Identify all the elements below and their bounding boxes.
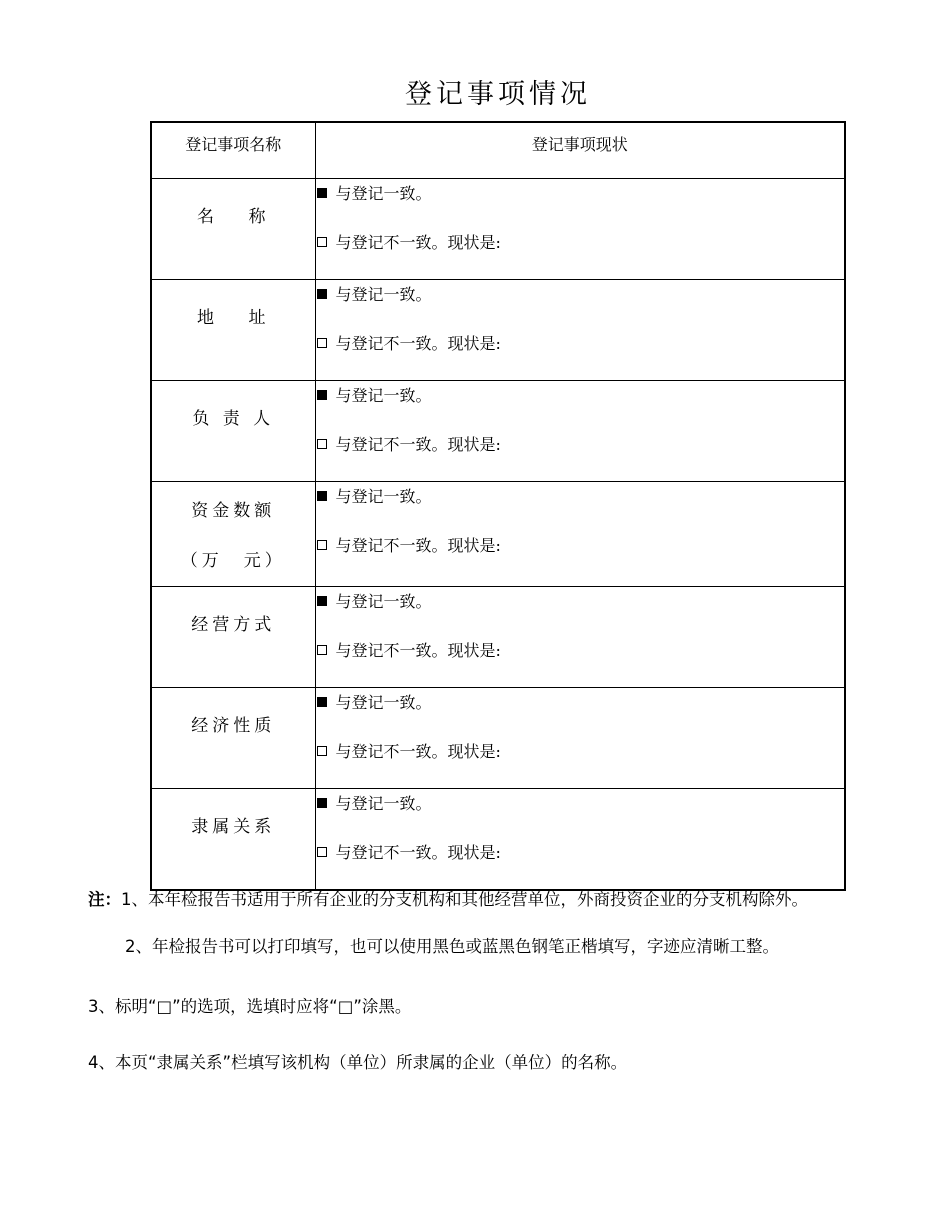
checkbox-inconsistent[interactable]	[317, 645, 327, 655]
checkbox-consistent[interactable]	[317, 491, 327, 501]
note-2: 2、年检报告书可以打印填写，也可以使用黑色或蓝黑色钢笔正楷填写，字迹应清晰工整。	[125, 937, 779, 956]
header-item-status: 登记事项现状	[531, 135, 628, 154]
checkbox-consistent[interactable]	[317, 596, 327, 606]
checkbox-consistent[interactable]	[317, 188, 327, 198]
option-consistent: 与登记一致。	[316, 385, 845, 407]
table-row	[151, 381, 845, 482]
item-name: 经济性质	[191, 716, 276, 736]
header-item-name: 登记事项名称	[185, 135, 282, 154]
table-row	[151, 587, 845, 688]
table-row	[151, 280, 845, 381]
checkbox-inconsistent[interactable]	[317, 746, 327, 756]
checkbox-consistent[interactable]	[317, 390, 327, 400]
option-inconsistent: 与登记不一致。现状是:	[316, 640, 845, 662]
table-header-row	[151, 122, 845, 179]
option-inconsistent: 与登记不一致。现状是:	[316, 842, 845, 864]
registration-table	[150, 121, 846, 891]
table-row	[151, 688, 845, 789]
option-consistent: 与登记一致。	[316, 793, 845, 815]
option-inconsistent: 与登记不一致。现状是:	[316, 232, 845, 254]
option-inconsistent: 与登记不一致。现状是:	[316, 535, 845, 557]
item-name: 隶属关系	[191, 817, 276, 837]
checkbox-inconsistent[interactable]	[317, 540, 327, 550]
note-4: 4、本页“隶属关系”栏填写该机构（单位）所隶属的企业（单位）的名称。	[88, 1053, 628, 1072]
option-inconsistent: 与登记不一致。现状是:	[316, 741, 845, 763]
table-row	[151, 179, 845, 280]
option-consistent: 与登记一致。	[316, 591, 845, 613]
note-1: 注：1、本年检报告书适用于所有企业的分支机构和其他经营单位，外商投资企业的分支机构除外。	[88, 890, 808, 909]
item-name: 资金数额 （万 元）	[180, 501, 286, 571]
table-row	[151, 789, 845, 891]
checkbox-consistent[interactable]	[317, 289, 327, 299]
checkbox-consistent[interactable]	[317, 697, 327, 707]
page-title: 登记事项情况	[405, 79, 591, 110]
item-name: 名 称	[197, 207, 270, 227]
option-consistent: 与登记一致。	[316, 692, 845, 714]
checkbox-consistent[interactable]	[317, 798, 327, 808]
table-row	[151, 482, 845, 587]
option-consistent: 与登记一致。	[316, 486, 845, 508]
option-inconsistent: 与登记不一致。现状是:	[316, 434, 845, 456]
item-name: 经营方式	[191, 615, 276, 635]
option-consistent: 与登记一致。	[316, 284, 845, 306]
checkbox-inconsistent[interactable]	[317, 338, 327, 348]
option-consistent: 与登记一致。	[316, 183, 845, 205]
checkbox-inconsistent[interactable]	[317, 847, 327, 857]
checkbox-inconsistent[interactable]	[317, 237, 327, 247]
notes-label: 注：	[88, 890, 121, 909]
item-name: 地 址	[197, 308, 270, 328]
item-name: 负 责 人	[192, 409, 275, 429]
note-3: 3、标明“□”的选项，选填时应将“□”涂黑。	[88, 997, 412, 1016]
checkbox-inconsistent[interactable]	[317, 439, 327, 449]
option-inconsistent: 与登记不一致。现状是:	[316, 333, 845, 355]
